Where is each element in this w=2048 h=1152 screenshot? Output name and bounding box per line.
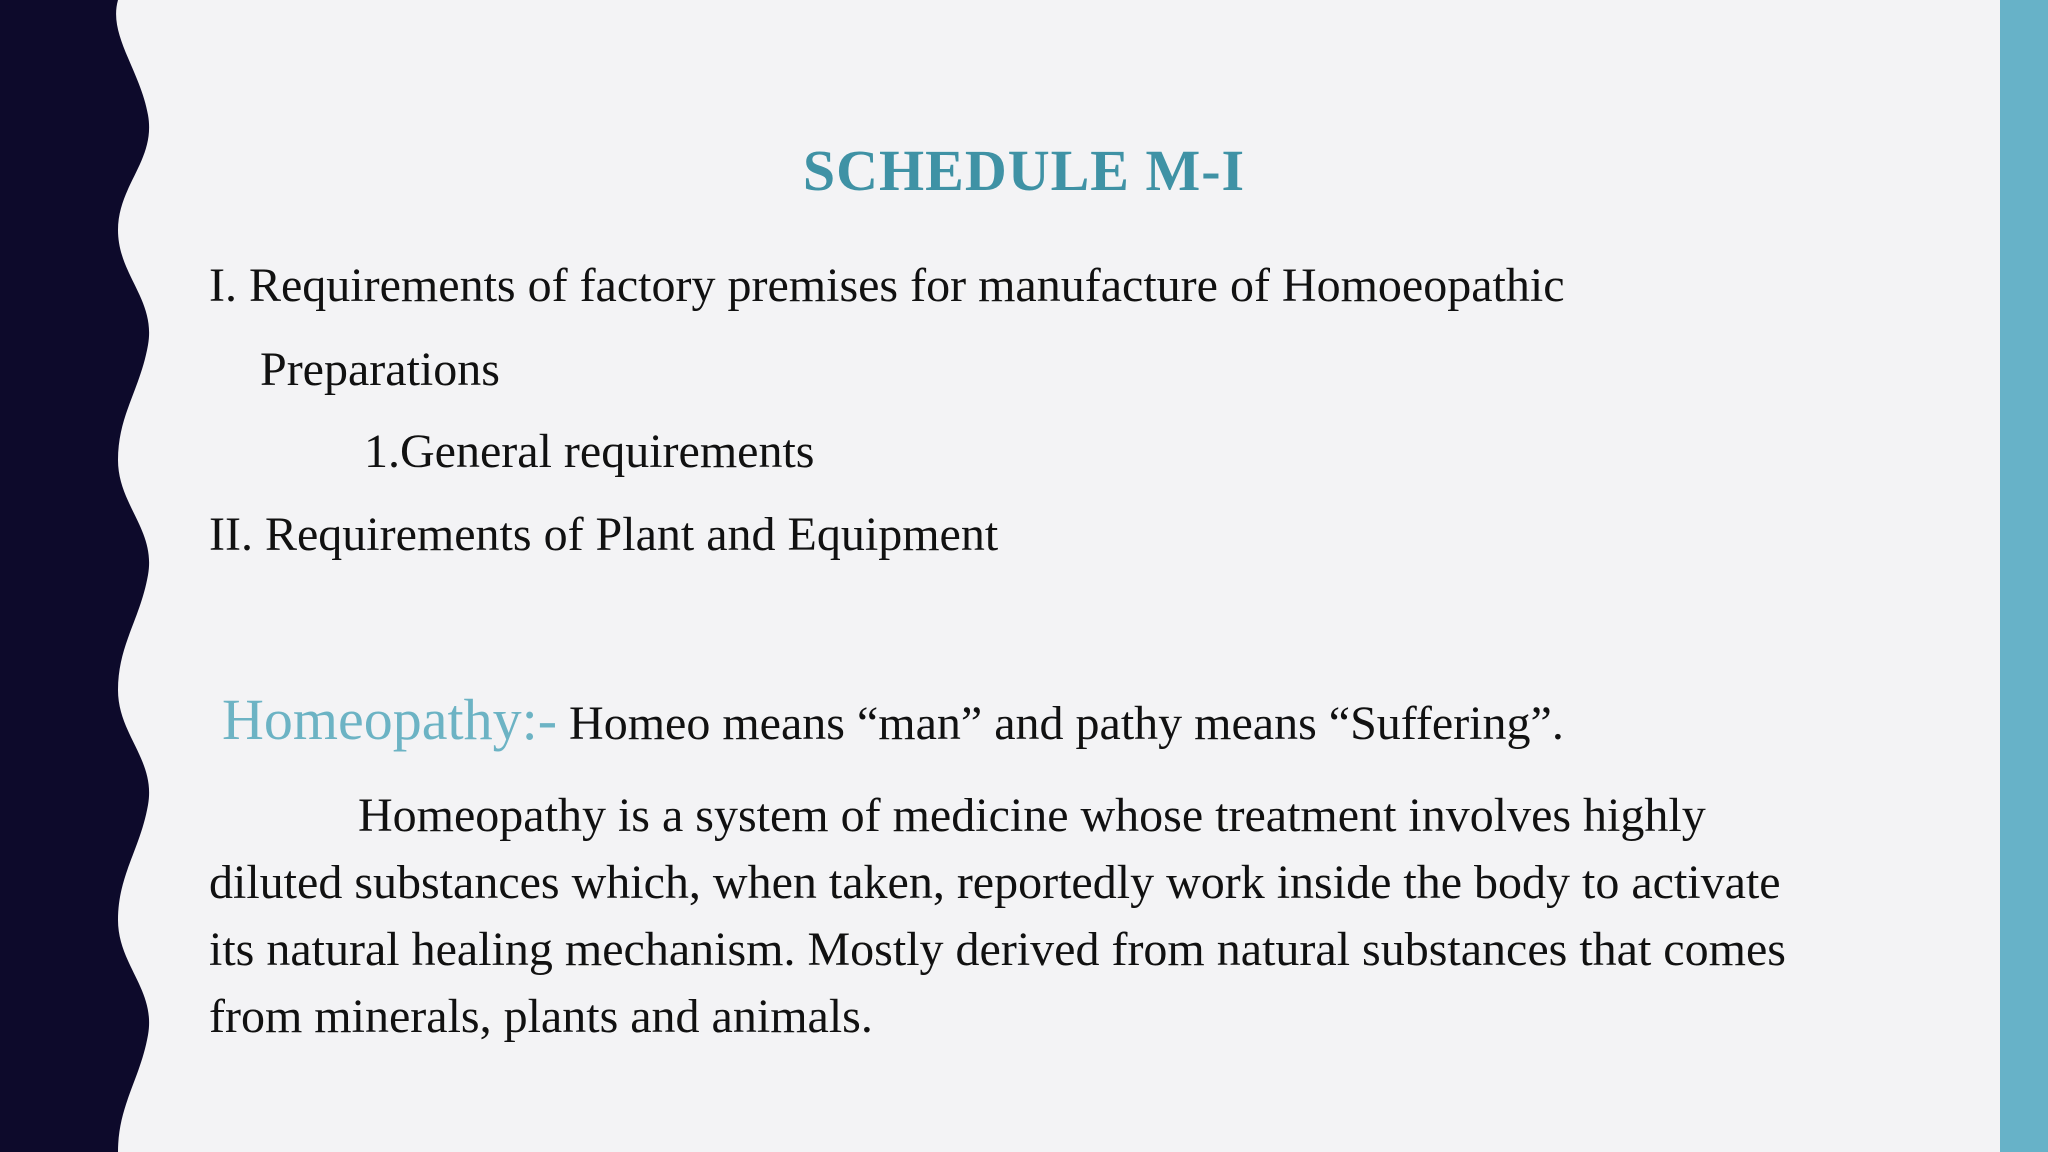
homeopathy-definition <box>222 687 1564 757</box>
paragraph-line: from minerals, plants and animals. <box>209 990 873 1043</box>
outline-subitem-general-requirements: 1.General requirements <box>364 425 815 478</box>
paragraph-line: diluted substances which, when taken, reportedly work inside the body to activate <box>209 856 1781 909</box>
paragraph-line: its natural healing mechanism. Mostly derived from natural substances that comes <box>209 923 1786 976</box>
outline-item-1: I. Requirements of factory premises for manufacture of Homoeopathic <box>209 259 1565 312</box>
definition-term: Homeopathy:- <box>222 687 558 752</box>
homeopathy-paragraph <box>209 782 1909 1050</box>
outline-item-1-continuation: Preparations <box>260 343 500 396</box>
definition-text: Homeo means “man” and pathy means “Suffering”. <box>557 697 1564 750</box>
slide-title: SCHEDULE M-I <box>802 138 1246 203</box>
outline-item-2: II. Requirements of Plant and Equipment <box>209 508 999 561</box>
paragraph-line: Homeopathy is a system of medicine whose treatment involves highly <box>358 789 1706 842</box>
